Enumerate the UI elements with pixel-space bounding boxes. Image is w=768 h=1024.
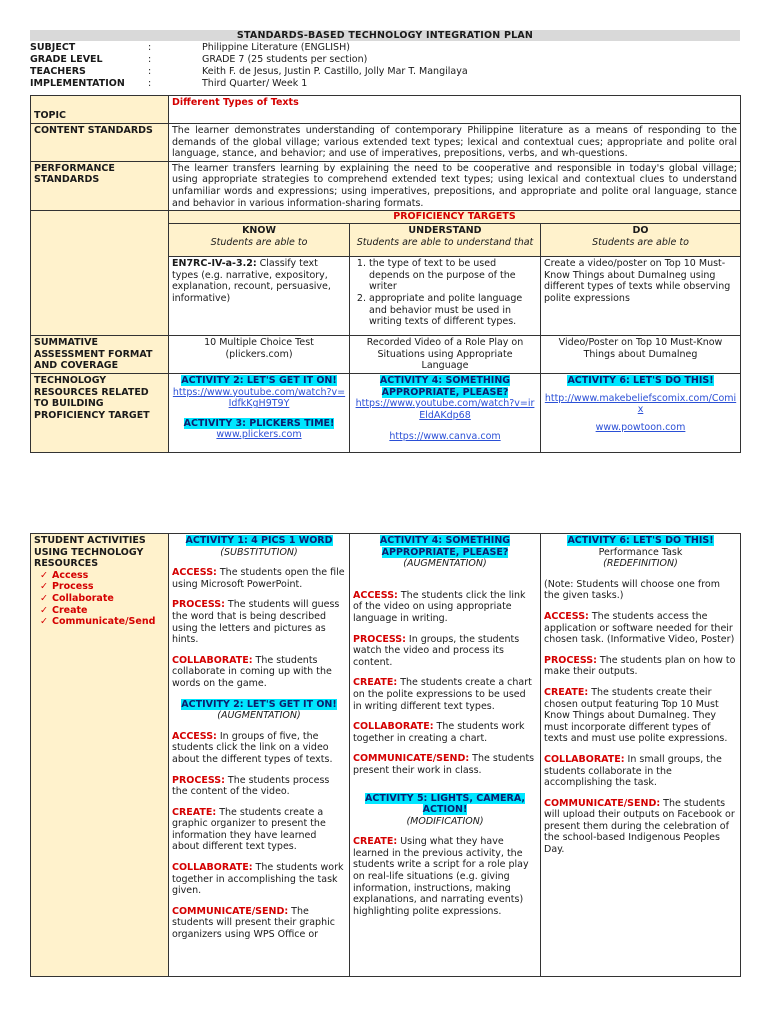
activity-5-level: (MODIFICATION)	[406, 815, 484, 827]
activity-6-tag: ACTIVITY 6: LET'S DO THIS!	[567, 535, 714, 546]
activity-6-access	[544, 611, 737, 646]
process-text: The students plan on how to make their outputs.	[544, 654, 736, 678]
meta-value: GRADE 7 (25 students per section)	[202, 54, 368, 65]
do-header	[541, 224, 741, 257]
activity-4-communicate	[353, 753, 537, 776]
meta-row-teachers	[30, 66, 740, 78]
access-text: The students click the link of the video on using appropriate language in writing.	[353, 589, 526, 624]
activity-2-communicate	[172, 906, 346, 941]
meta-key: SUBJECT	[30, 42, 76, 53]
process-keyword: PROCESS:	[172, 774, 225, 786]
process-keyword: PROCESS:	[353, 633, 406, 645]
activity-5-tag: ACTIVITY 5: LIGHTS, CAMERA, ACTION!	[365, 792, 525, 816]
check-icon: ✓	[40, 616, 48, 628]
access-text: The students access the application or software needed for their chosen task. (Informative Video, Poster)	[544, 610, 735, 646]
create-keyword: CREATE:	[172, 806, 217, 818]
meta-colon: :	[148, 78, 152, 89]
checklist-item	[40, 605, 165, 617]
meta-key: IMPLEMENTATION	[30, 78, 125, 89]
summative-label: SUMMATIVE ASSESSMENT FORMAT AND COVERAGE	[31, 336, 169, 374]
activity-2-process	[172, 775, 346, 798]
create-keyword: CREATE:	[544, 686, 589, 698]
activity-4-access	[353, 590, 537, 625]
know-header	[169, 224, 350, 257]
plickers-link[interactable]: www.plickers.com	[216, 429, 302, 441]
collaborate-keyword: COLLABORATE:	[544, 753, 625, 765]
checklist-item	[40, 616, 165, 628]
activities-know-cell	[169, 534, 350, 977]
understand-cell	[350, 257, 541, 336]
youtube-link-activity-2[interactable]: https://www.youtube.com/watch?v=IdfkKgH9T9Y	[172, 386, 346, 410]
understand-title: UNDERSTAND	[408, 225, 482, 237]
activity-1-collaborate	[172, 655, 346, 690]
content-row	[31, 124, 741, 162]
collaborate-text: The students collaborate in coming up with the words on the game.	[172, 654, 332, 689]
plan-meta	[30, 42, 740, 90]
understand-item: 1. the type of text to be used depends on the purpose of the writer	[369, 258, 537, 293]
proficiency-title-row	[31, 211, 741, 224]
activity-2-tag: ACTIVITY 2: LET'S GET IT ON!	[181, 374, 337, 386]
activity-6-communicate	[544, 798, 737, 856]
communicate-text: The students will upload their outputs on Facebook or present them during the celebration of the school-based Indigenous Peoples Day.	[544, 797, 735, 856]
know-title: KNOW	[242, 225, 276, 237]
communicate-keyword: COMMUNICATE/SEND:	[172, 905, 289, 917]
activity-1-access	[172, 567, 346, 590]
plan-page	[30, 30, 740, 453]
activity-1-level: (SUBSTITUTION)	[220, 546, 298, 558]
collaborate-keyword: COLLABORATE:	[353, 721, 434, 733]
summative-do: Video/Poster on Top 10 Must-Know Things about Dumalneg	[541, 336, 741, 374]
process-keyword: PROCESS:	[544, 654, 597, 666]
checklist-item	[40, 581, 165, 593]
check-icon: ✓	[40, 604, 48, 616]
powtoon-link[interactable]: www.powtoon.com	[595, 421, 686, 433]
checklist-label: Create	[51, 604, 88, 616]
meta-key: TEACHERS	[30, 66, 86, 77]
know-cell	[169, 257, 350, 336]
activity-6-level: (REDEFINITION)	[603, 558, 678, 570]
process-text: The students process the content of the video.	[172, 774, 330, 798]
activity-2-level: (AUGMENTATION)	[217, 710, 301, 722]
activity-2-collaborate	[172, 862, 346, 897]
meta-row-grade	[30, 54, 740, 66]
proficiency-label-cell	[31, 211, 169, 336]
access-keyword: ACCESS:	[172, 567, 217, 579]
communicate-text: The students present their work in class.	[353, 753, 535, 776]
student-activities-label: STUDENT ACTIVITIES USING TECHNOLOGY RESOURCES	[34, 535, 146, 570]
summative-row	[31, 336, 741, 374]
activity-3-tag: ACTIVITY 3: PLICKERS TIME!	[183, 417, 335, 429]
activity-4-create	[353, 677, 537, 712]
activity-6-collaborate	[544, 754, 737, 789]
checklist-label: Access	[51, 569, 89, 581]
activities-understand-cell	[350, 534, 541, 977]
activity-6-type: Performance Task	[598, 546, 683, 558]
topic-row	[31, 96, 741, 124]
meta-value: Third Quarter/ Week 1	[202, 78, 308, 89]
competency-code: EN7RC-IV-a-3.2:	[172, 258, 257, 270]
activity-4-process	[353, 634, 537, 669]
standards-table	[30, 95, 741, 453]
collaborate-text: The students work together in creating a chart.	[353, 721, 525, 744]
create-text: The students create their chosen output featuring Top 10 Must Know Things about Dumalneg. They must incorporate different types of texts and must use polite expressions.	[544, 686, 728, 745]
create-text: The students create a graphic organizer to present the information they have learned about different text types.	[172, 806, 326, 853]
process-keyword: PROCESS:	[172, 599, 225, 611]
technology-label: TECHNOLOGY RESOURCES RELATED TO BUILDING PROFICIENCY TARGET	[31, 373, 169, 452]
process-text: In groups, the students watch the video and process its content.	[353, 633, 520, 668]
tech-know-cell	[169, 373, 350, 452]
check-icon: ✓	[40, 581, 48, 593]
checklist-item	[40, 593, 165, 605]
activity-4-collaborate	[353, 721, 537, 744]
canva-link[interactable]: https://www.canva.com	[389, 431, 501, 443]
access-keyword: ACCESS:	[544, 610, 589, 622]
activity-1-tag: ACTIVITY 1: 4 PICS 1 WORD	[185, 535, 333, 546]
activity-6-note: (Note: Students will choose one from the given tasks.)	[544, 578, 720, 602]
create-text: The students create a chart on the polite expressions to be used in writing different text types.	[353, 677, 532, 712]
activity-5-create	[353, 836, 537, 917]
know-text: Classify text types (e.g. narrative, expository, explanation, recount, persuasive, informative)	[172, 258, 331, 304]
understand-header	[350, 224, 541, 257]
activity-checklist	[34, 570, 165, 628]
collaborate-text: The students work together in accomplishing the task given.	[172, 862, 344, 897]
content-standards-value: The learner demonstrates understanding of contemporary Philippine literature as a means of responding to the demands of the global village; various extended text types; lexical and contextual cues; appropriate and polite oral language, stance, and behavior; and use of imperatives, prepositions, verbs, and wh-questions.	[169, 124, 741, 162]
tech-do-cell	[541, 373, 741, 452]
create-keyword: CREATE:	[353, 836, 398, 848]
performance-standards-value: The learner transfers learning by explaining the need to be cooperative and responsible in today's global village; using appropriate strategies to comprehend extended text types; using lexical and contextual clues to understand unfamiliar words and expressions; using imperatives, prepositions, and appropriate and polite oral language, stance and behavior in various information-sharing formats.	[169, 161, 741, 210]
checklist-label: Process	[51, 581, 94, 593]
checklist-item	[40, 570, 165, 582]
tech-understand-cell	[350, 373, 541, 452]
youtube-link-activity-4[interactable]: https://www.youtube.com/watch?v=irEldAKdp68	[355, 398, 535, 421]
topic-label: TOPIC	[31, 96, 169, 124]
summative-understand: Recorded Video of a Role Play on Situations using Appropriate Language	[350, 336, 541, 374]
student-activities-row	[31, 534, 741, 977]
communicate-keyword: COMMUNICATE/SEND:	[544, 797, 661, 809]
activity-4-level: (AUGMENTATION)	[403, 558, 487, 570]
meta-row-implementation	[30, 78, 740, 90]
understand-item: 2. appropriate and polite language and behavior must be used in writing texts of different types.	[369, 293, 537, 328]
checklist-label: Communicate/Send	[51, 616, 156, 628]
meta-colon: :	[148, 42, 152, 53]
document-title: STANDARDS-BASED TECHNOLOGY INTEGRATION PLAN	[30, 30, 740, 41]
do-subtitle: Students are able to	[592, 236, 689, 248]
check-icon: ✓	[40, 592, 48, 604]
activity-4-tag: ACTIVITY 4: SOMETHING APPROPRIATE, PLEASE?	[379, 374, 511, 398]
meta-row-subject	[30, 42, 740, 54]
meta-key: GRADE LEVEL	[30, 54, 103, 65]
topic-value: Different Types of Texts	[169, 96, 741, 124]
summative-know: 10 Multiple Choice Test (plickers.com)	[169, 336, 350, 374]
makebeliefscomix-link[interactable]: http://www.makebeliefscomix.com/Comix	[544, 392, 737, 416]
performance-standards-label: PERFORMANCE STANDARDS	[31, 161, 169, 210]
create-text: Using what they have learned in the previous activity, the students write a script for a role play on real-life situations (e.g. giving information, instructions, making explanations, and narrating events) highlighting polite expressions.	[353, 836, 529, 917]
meta-value: Keith F. de Jesus, Justin P. Castillo, Jolly Mar T. Mangilaya	[202, 66, 468, 77]
communicate-keyword: COMMUNICATE/SEND:	[353, 753, 470, 765]
activity-6-process	[544, 655, 737, 678]
communicate-text: The students will present their graphic organizers using WPS Office or	[172, 905, 335, 941]
student-activities-table	[30, 533, 741, 977]
collaborate-keyword: COLLABORATE:	[172, 654, 253, 666]
access-text: In groups of five, the students click the link on a video about the different types of texts.	[172, 730, 333, 765]
technology-row	[31, 373, 741, 452]
meta-colon: :	[148, 54, 152, 65]
do-cell: Create a video/poster on Top 10 Must-Know Things about Dumalneg using different types of texts while observing polite expressions	[541, 257, 741, 336]
proficiency-title: PROFICIENCY TARGETS	[169, 211, 741, 224]
understand-list	[353, 258, 537, 328]
checklist-label: Collaborate	[51, 592, 114, 604]
access-text: The students open the file using Microsoft PowerPoint.	[172, 567, 345, 590]
activity-6-tag: ACTIVITY 6: LET'S DO THIS!	[567, 374, 714, 386]
activity-1-process	[172, 599, 346, 645]
access-keyword: ACCESS:	[353, 589, 398, 601]
understand-subtitle: Students are able to understand that	[356, 236, 534, 248]
check-icon: ✓	[40, 569, 48, 581]
process-text: The students will guess the word that is being described using the letters and pictures as hints.	[172, 599, 340, 646]
collaborate-keyword: COLLABORATE:	[172, 862, 253, 874]
create-keyword: CREATE:	[353, 677, 398, 689]
know-subtitle: Students are able to	[210, 236, 308, 248]
do-title: DO	[632, 225, 649, 237]
access-keyword: ACCESS:	[172, 730, 217, 742]
activity-2-tag: ACTIVITY 2: LET'S GET IT ON!	[181, 698, 337, 710]
activities-do-cell	[541, 534, 741, 977]
activity-2-access	[172, 731, 346, 766]
content-standards-label: CONTENT STANDARDS	[31, 124, 169, 162]
meta-colon: :	[148, 66, 152, 77]
student-activities-label-cell	[31, 534, 169, 977]
activity-4-tag: ACTIVITY 4: SOMETHING APPROPRIATE, PLEASE?	[379, 535, 511, 558]
performance-row	[31, 161, 741, 210]
activity-6-create	[544, 687, 737, 745]
meta-value: Philippine Literature (ENGLISH)	[202, 42, 350, 53]
activity-2-create	[172, 807, 346, 853]
collaborate-text: In small groups, the students collaborate in the accomplishing the task.	[544, 753, 722, 789]
